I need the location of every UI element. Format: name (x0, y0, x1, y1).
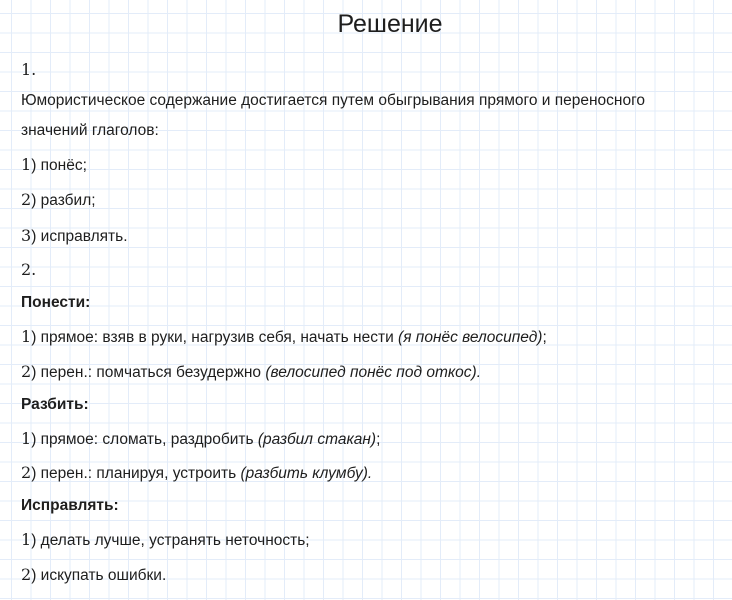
meaning-item: 2) перен.: планируя, устроить (разбить клумбу). (21, 463, 373, 482)
list-item: 3) исправлять. (21, 226, 128, 245)
list-item: 2) разбил; (21, 190, 96, 209)
section-number-2: 2. (21, 260, 37, 279)
intro-text-line2: значений глаголов: (21, 122, 159, 139)
word-heading: Разбить: (21, 396, 89, 413)
meaning-item: 2) перен.: помчаться безудержно (велосипед понёс под откос). (21, 362, 482, 381)
page-title: Решение (337, 10, 443, 38)
word-heading: Понести: (21, 294, 91, 311)
meaning-item: 1) прямое: сломать, раздробить (разбил стакан); (21, 429, 381, 448)
list-item: 1) понёс; (21, 155, 87, 174)
intro-text-line1: Юмористическое содержание достигается путем обыгрывания прямого и переносного (21, 92, 646, 109)
meaning-item: 1) делать лучше, устранять неточность; (21, 530, 310, 549)
meaning-item: 1) прямое: взяв в руки, нагрузив себя, начать нести (я понёс велосипед); (21, 327, 547, 346)
meaning-item: 2) искупать ошибки. (21, 565, 167, 584)
section-number-1: 1. (21, 60, 37, 79)
word-heading: Исправлять: (21, 497, 119, 514)
